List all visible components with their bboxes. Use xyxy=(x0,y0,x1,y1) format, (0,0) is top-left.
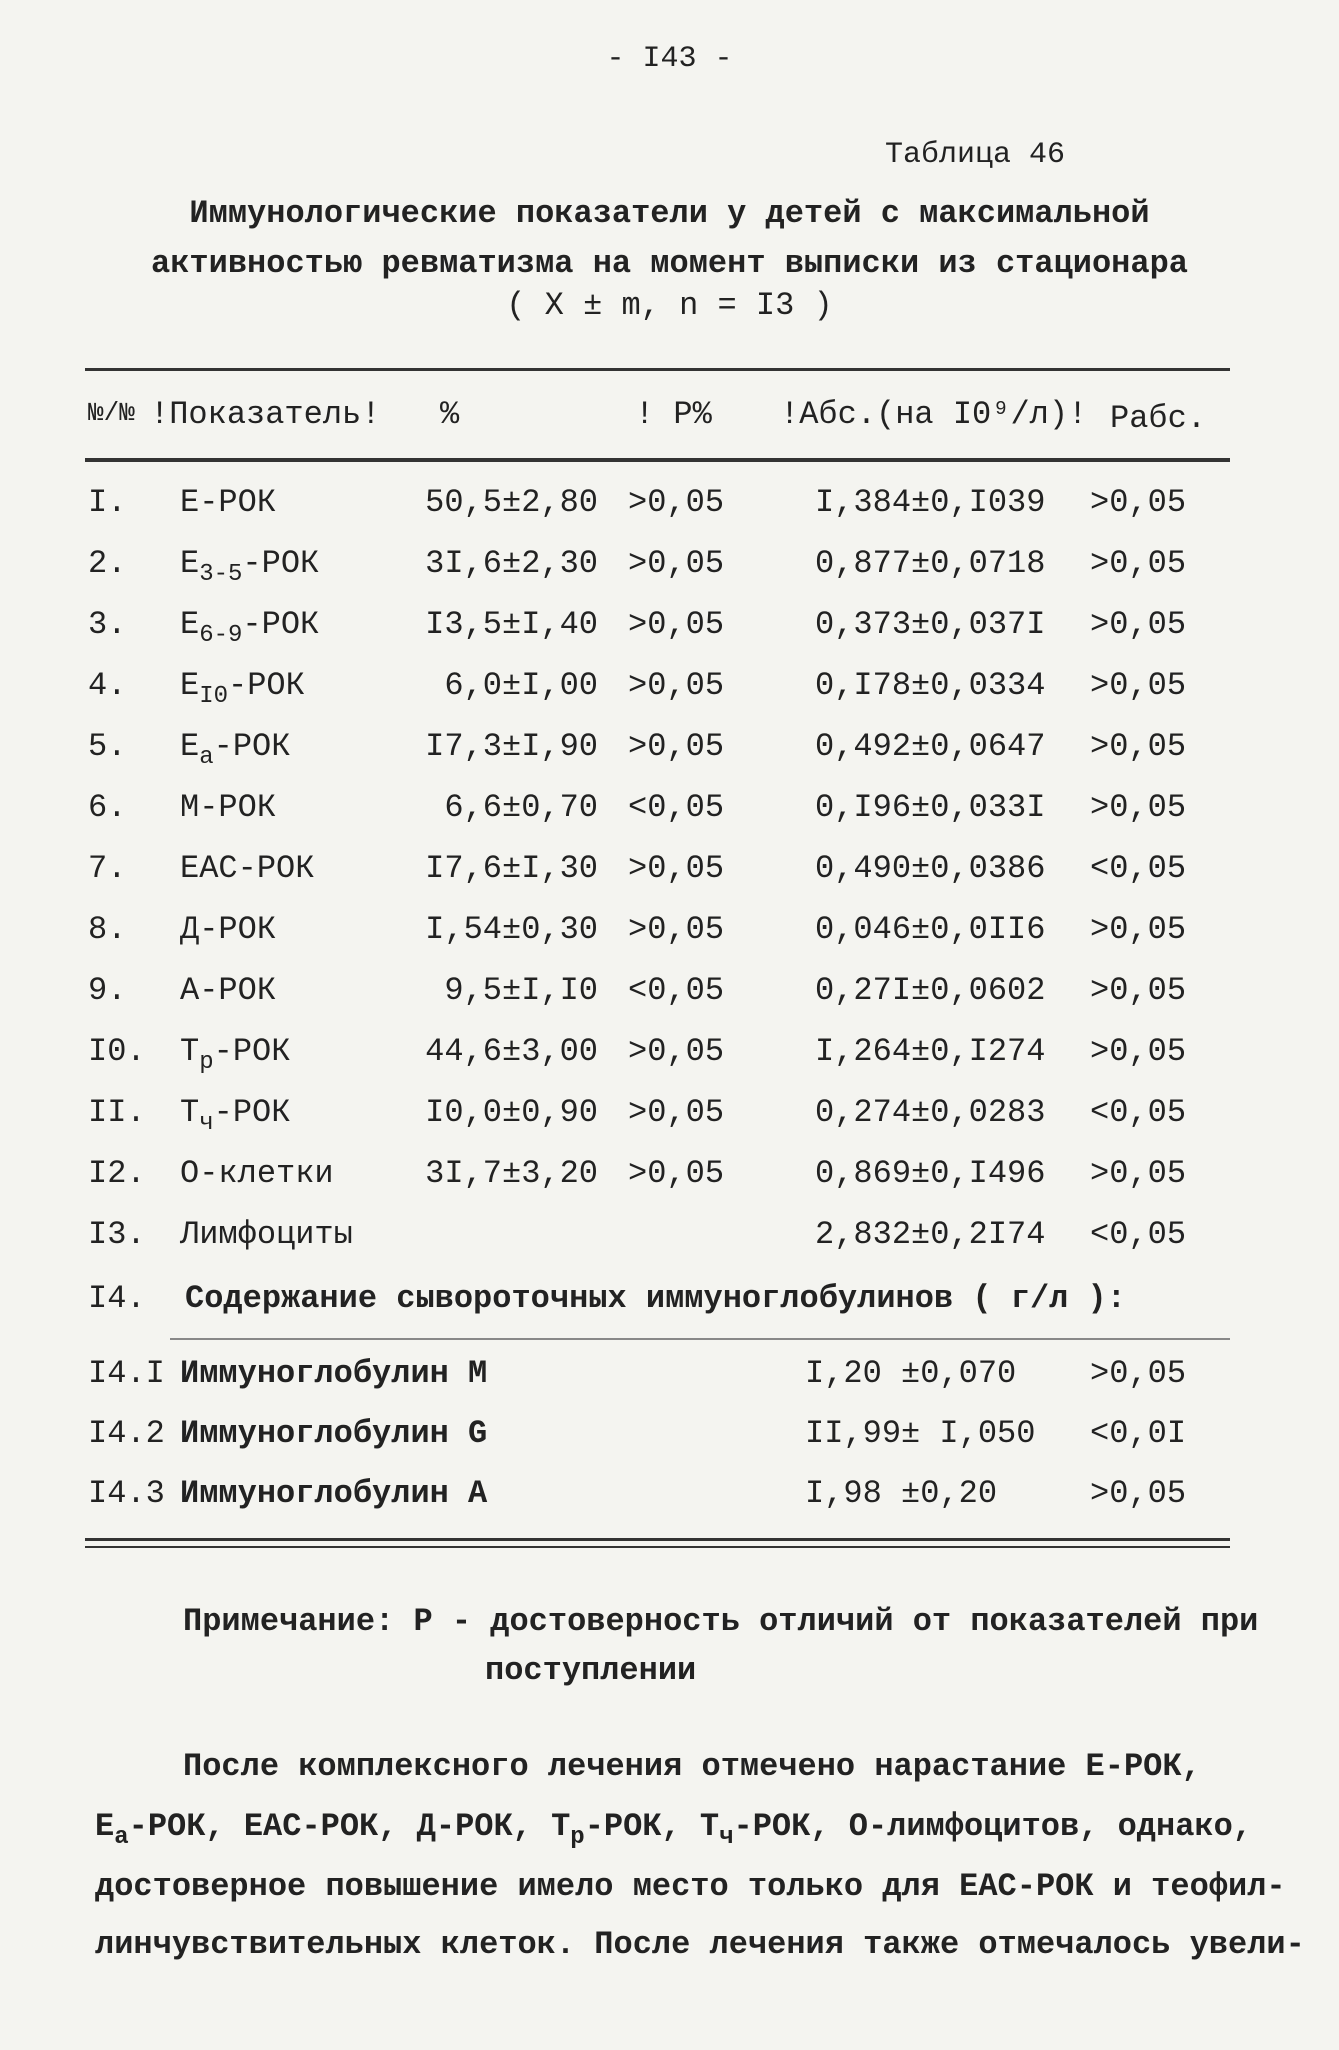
row-pct: 6,6±0,70 xyxy=(444,789,598,826)
row-num: I2. xyxy=(88,1155,146,1192)
row-p-abs: >0,05 xyxy=(1090,789,1187,826)
indicator-subscript: I0 xyxy=(199,683,229,710)
row-p-abs: >0,05 xyxy=(1090,484,1187,521)
row-abs: 0,274±0,0283 xyxy=(815,1094,1046,1131)
row-p-abs: >0,05 xyxy=(1090,972,1187,1009)
row-p-abs: <0,05 xyxy=(1090,1094,1187,1131)
row-num: II. xyxy=(88,1094,146,1131)
row-indicator xyxy=(180,1033,290,1076)
indicator-subscript: 3-5 xyxy=(199,561,243,588)
note-line-2: поступлении xyxy=(485,1652,697,1689)
row-pct: 9,5±I,I0 xyxy=(444,972,598,1009)
row-num: I0. xyxy=(88,1033,146,1070)
paragraph-line-2 xyxy=(95,1808,1252,1851)
row-pct: I3,5±I,40 xyxy=(425,606,598,643)
row-indicator xyxy=(180,1155,334,1192)
row-num: I. xyxy=(88,484,127,521)
row-abs: 0,877±0,0718 xyxy=(815,545,1046,582)
table-title-line-1: Иммунологические показатели у детей с максимальной xyxy=(189,195,1150,232)
row-pct: 3I,6±2,30 xyxy=(425,545,598,582)
indicator-name: Е-РОК xyxy=(180,484,277,521)
subrow-p-abs: >0,05 xyxy=(1090,1475,1187,1512)
indicator-subscript: а xyxy=(199,744,214,771)
note-line-1: Примечание: Р - достоверность отличий от показателей при xyxy=(183,1603,1259,1640)
indicator-subscript: 6-9 xyxy=(199,622,243,649)
table-bottom-rule-2 xyxy=(85,1546,1230,1548)
row-indicator xyxy=(180,850,314,887)
row-pct: I0,0±0,90 xyxy=(425,1094,598,1131)
paragraph-part: Е xyxy=(95,1808,115,1845)
page-number: - I43 - xyxy=(606,42,733,76)
row-num: 7. xyxy=(88,850,127,887)
row-num: 9. xyxy=(88,972,127,1009)
row-indicator xyxy=(180,1216,353,1253)
table-title-line-2: активностью ревматизма на момент выписки из стационара xyxy=(151,245,1188,282)
row-abs: 0,27I±0,0602 xyxy=(815,972,1046,1009)
row-indicator xyxy=(180,1094,290,1137)
row-p-pct: >0,05 xyxy=(628,606,725,643)
row-pct: 3I,7±3,20 xyxy=(425,1155,598,1192)
row-indicator xyxy=(180,484,276,521)
row-pct: 50,5±2,80 xyxy=(425,484,598,521)
subrow-num: I4.2 xyxy=(88,1415,165,1452)
row-p-pct: >0,05 xyxy=(628,667,725,704)
subrow-name: Иммуноглобулин G xyxy=(180,1415,488,1452)
indicator-name: Т xyxy=(180,1094,200,1131)
indicator-name: Т xyxy=(180,1033,200,1070)
row-abs: 0,492±0,0647 xyxy=(815,728,1046,765)
indicator-name: Е xyxy=(180,606,200,643)
row-p-pct: >0,05 xyxy=(628,850,725,887)
subrow-abs: I,20 ±0,070 xyxy=(805,1355,1017,1392)
indicator-suffix: -РОК xyxy=(213,1033,291,1070)
table-top-rule xyxy=(85,368,1230,371)
row-num: 3. xyxy=(88,606,127,643)
row-abs: I,264±0,I274 xyxy=(815,1033,1046,1070)
row-p-abs: >0,05 xyxy=(1090,911,1187,948)
subrow-abs: II,99± I,050 xyxy=(805,1415,1036,1452)
row-p-abs: >0,05 xyxy=(1090,606,1187,643)
row-pct: 6,0±I,00 xyxy=(444,667,598,704)
row-abs: 0,490±0,0386 xyxy=(815,850,1046,887)
header-p-pct: ! P% xyxy=(635,396,712,433)
row-indicator xyxy=(180,667,305,710)
paragraph-sub: р xyxy=(570,1824,585,1851)
row-pct: I7,6±I,30 xyxy=(425,850,598,887)
subrow-name: Иммуноглобулин А xyxy=(180,1475,488,1512)
indicator-suffix: -РОК xyxy=(228,667,305,704)
row-num: I3. xyxy=(88,1216,146,1253)
paragraph-line-1: После комплексного лечения отмечено нарастание Е-РОК, xyxy=(183,1748,1201,1785)
indicator-name: О-клетки xyxy=(180,1155,334,1192)
row-pct: I7,3±I,90 xyxy=(425,728,598,765)
table-bottom-rule xyxy=(85,1538,1230,1541)
table-label: Таблица 46 xyxy=(885,138,1066,172)
paragraph-line-4: линчувствительных клеток. После лечения также отмечалось увели- xyxy=(95,1926,1305,1963)
row-num: 8. xyxy=(88,911,127,948)
subrow-num: I4.I xyxy=(88,1355,165,1392)
row-indicator xyxy=(180,972,276,1009)
indicator-name: Е xyxy=(180,728,200,765)
paragraph-part: -РОК, ЕАС-РОК, Д-РОК, Т xyxy=(128,1808,571,1845)
row-p-pct: >0,05 xyxy=(628,1033,725,1070)
header-abs: !Абс.(на I0⁹/л)! xyxy=(780,396,1088,433)
row-indicator xyxy=(180,606,319,649)
row-p-abs: >0,05 xyxy=(1090,545,1187,582)
row-p-abs: <0,05 xyxy=(1090,1216,1187,1253)
indicator-suffix: -РОК xyxy=(242,545,320,582)
indicator-name: М-РОК xyxy=(180,789,277,826)
indicator-suffix: -РОК xyxy=(242,606,320,643)
row-indicator xyxy=(180,728,290,771)
row-num: 2. xyxy=(88,545,127,582)
indicator-name: А-РОК xyxy=(180,972,277,1009)
subrow-abs: I,98 ±0,20 xyxy=(805,1475,998,1512)
paragraph-part: -РОК, О-лимфоцитов, однако, xyxy=(733,1808,1252,1845)
paragraph-line-3: достоверное повышение имело место только для ЕАС-РОК и теофил- xyxy=(95,1868,1286,1905)
row-p-pct: <0,05 xyxy=(628,789,725,826)
header-p-abs: Pабс. xyxy=(1110,400,1207,437)
row-indicator xyxy=(180,545,319,588)
indicator-name: Д-РОК xyxy=(180,911,277,948)
paragraph-sub: ч xyxy=(719,1824,734,1851)
row-p-pct: >0,05 xyxy=(628,728,725,765)
subrow-p-abs: <0,0I xyxy=(1090,1415,1187,1452)
row-abs: 0,869±0,I496 xyxy=(815,1155,1046,1192)
indicator-subscript: р xyxy=(199,1049,214,1076)
indicator-name: ЕАС-РОК xyxy=(180,850,315,887)
indicator-suffix: -РОК xyxy=(213,728,291,765)
row-abs: 0,046±0,0II6 xyxy=(815,911,1046,948)
paragraph-sub: а xyxy=(114,1824,129,1851)
header-pct: % xyxy=(440,396,460,433)
row-p-abs: >0,05 xyxy=(1090,1155,1187,1192)
paragraph-part: -РОК, Т xyxy=(584,1808,720,1845)
row-abs: 0,373±0,037I xyxy=(815,606,1046,643)
table-title-line-3: ( X ± m, n = I3 ) xyxy=(506,287,833,324)
subrow-p-abs: >0,05 xyxy=(1090,1355,1187,1392)
indicator-subscript: ч xyxy=(199,1110,214,1137)
row-num: 5. xyxy=(88,728,127,765)
row-p-pct: >0,05 xyxy=(628,911,725,948)
row-indicator xyxy=(180,789,276,826)
row-abs: 2,832±0,2I74 xyxy=(815,1216,1046,1253)
header-rule xyxy=(85,458,1230,462)
indicator-name: Лимфоциты xyxy=(180,1216,353,1253)
row-p-abs: >0,05 xyxy=(1090,728,1187,765)
subrow-name: Иммуноглобулин М xyxy=(180,1355,488,1392)
indicator-suffix: -РОК xyxy=(213,1094,291,1131)
row-p-pct: >0,05 xyxy=(628,545,725,582)
row-p-abs: >0,05 xyxy=(1090,667,1187,704)
row-p-abs: <0,05 xyxy=(1090,850,1187,887)
row-p-abs: >0,05 xyxy=(1090,1033,1187,1070)
subrow-num: I4.3 xyxy=(88,1475,165,1512)
row-14-text: Содержание сывороточных иммуноглобулинов ( г/л ): xyxy=(185,1280,1126,1317)
row-pct: 44,6±3,00 xyxy=(425,1033,598,1070)
row-p-pct: >0,05 xyxy=(628,1094,725,1131)
row-num: 4. xyxy=(88,667,127,704)
row-p-pct: >0,05 xyxy=(628,1155,725,1192)
header-indicator: !Показатель! xyxy=(150,396,381,433)
row-indicator xyxy=(180,911,276,948)
row-p-pct: <0,05 xyxy=(628,972,725,1009)
row-abs: 0,I96±0,033I xyxy=(815,789,1046,826)
row-abs: I,384±0,I039 xyxy=(815,484,1046,521)
subtable-rule xyxy=(170,1338,1230,1340)
row-14-num: I4. xyxy=(88,1280,146,1317)
indicator-name: Е xyxy=(180,667,200,704)
row-num: 6. xyxy=(88,789,127,826)
row-pct: I,54±0,30 xyxy=(425,911,598,948)
indicator-name: Е xyxy=(180,545,200,582)
header-num: №/№ xyxy=(88,398,135,428)
row-abs: 0,I78±0,0334 xyxy=(815,667,1046,704)
row-p-pct: >0,05 xyxy=(628,484,725,521)
